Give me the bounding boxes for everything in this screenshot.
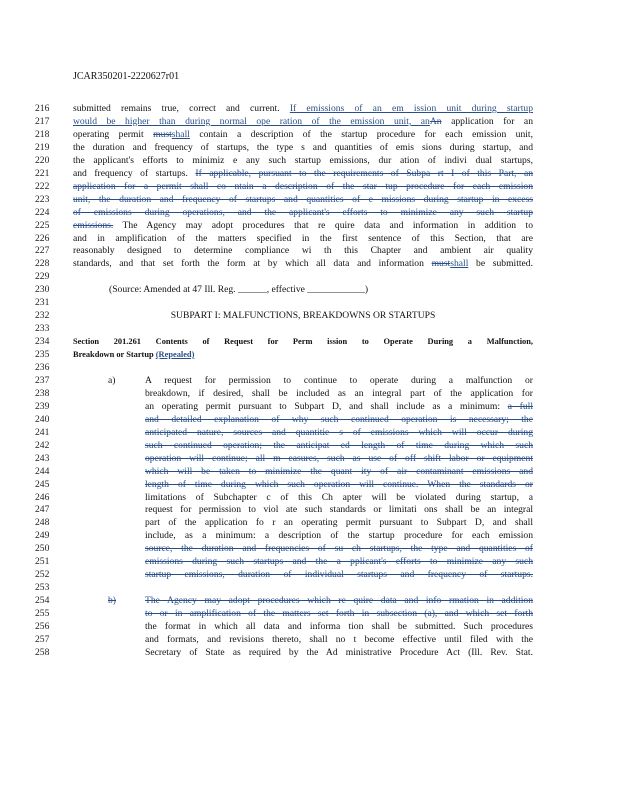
line-text <box>73 232 533 245</box>
section-heading <box>73 348 194 361</box>
document-line <box>0 219 618 232</box>
document-line <box>0 542 618 555</box>
deleted-text: application for a permit shall co ntain a description of the star tup procedure for each emission <box>73 180 533 192</box>
inserted-text: shall <box>171 128 190 140</box>
line-text <box>73 206 533 219</box>
deleted-text: operation will continue; all m easures, such as use of off shift labor or equipment <box>145 452 533 464</box>
line-number: 217 <box>35 115 50 127</box>
document-line <box>0 516 618 529</box>
line-number: 234 <box>35 336 50 348</box>
document-line <box>0 167 618 180</box>
line-number: 242 <box>35 439 50 451</box>
text-segment: application for an <box>441 115 533 127</box>
inserted-text: (Repealed) <box>155 350 195 360</box>
line-number: 236 <box>35 362 50 373</box>
line-text <box>145 387 533 400</box>
document-line <box>0 348 618 361</box>
line-text <box>73 180 533 193</box>
document-line <box>0 491 618 504</box>
line-number: 225 <box>35 219 50 231</box>
document-line <box>0 206 618 219</box>
line-number: 226 <box>35 232 50 244</box>
line-number: 256 <box>35 621 50 632</box>
line-number: 239 <box>35 400 50 412</box>
text-segment: and formats, and revisions thereto, shall no t become effective until filed with the <box>145 633 533 645</box>
line-number: 232 <box>35 310 50 322</box>
line-number: 224 <box>35 206 50 218</box>
text-segment: The Agency may adopt procedures that re quire data and information in addition to <box>113 219 533 231</box>
text-segment: the applicant's efforts to minimiz e any such startup emissions, dur ation of indivi dual startups, <box>73 154 533 166</box>
text-segment: SUBPART I: MALFUNCTIONS, BREAKDOWNS OR STARTUPS <box>170 310 436 322</box>
text-segment: limitations of Subchapter c of this Ch apter will be violated during startup, a <box>145 491 533 503</box>
document-line <box>0 244 618 257</box>
line-number: 228 <box>35 258 50 270</box>
line-number: 248 <box>35 517 50 529</box>
text-segment: include, as a minimum: a description of the startup procedure for each emission <box>145 530 533 542</box>
deleted-text: emissions during such startups and the a pplicant's efforts to minimize any such <box>145 556 533 568</box>
document-line <box>0 154 618 167</box>
line-number: 250 <box>35 543 50 555</box>
line-text <box>73 154 533 167</box>
line-text <box>109 283 368 296</box>
text-segment: be submitted. <box>468 258 533 270</box>
line-number: 219 <box>35 141 50 153</box>
subsection-label: b) <box>108 595 116 607</box>
line-number: 246 <box>35 491 50 503</box>
line-text <box>145 542 533 555</box>
text-segment: request for permission to viol ate such standards or limitati ons shall be an integral <box>145 504 533 516</box>
document-line <box>0 439 618 452</box>
deleted-text: length of time during which such operation will continue. When the standards or <box>145 478 533 490</box>
line-text <box>73 167 533 180</box>
line-number: 241 <box>35 426 50 438</box>
line-text <box>145 478 533 491</box>
document-line <box>0 426 618 439</box>
line-number: 247 <box>35 504 50 516</box>
document-line <box>0 465 618 478</box>
text-segment: breakdown, if desired, shall be included as an integral part of the application for <box>145 387 533 399</box>
line-number: 237 <box>35 374 50 386</box>
line-number: 254 <box>35 595 50 607</box>
line-number: 216 <box>35 103 50 114</box>
text-segment: contain a description of the startup procedure for each emission unit, <box>189 128 533 140</box>
document-line <box>0 478 618 491</box>
line-number: 255 <box>35 608 50 620</box>
line-text <box>145 568 533 581</box>
line-text <box>145 633 533 646</box>
line-number: 251 <box>35 556 50 568</box>
document-line <box>0 270 618 283</box>
deleted-text: anticipated nature, sources and quantitie s of emissions which will occur during <box>145 426 533 438</box>
document-line <box>0 102 618 115</box>
document-line <box>0 594 618 607</box>
document-line <box>0 503 618 516</box>
document-line <box>0 335 618 348</box>
line-text <box>145 503 533 516</box>
inserted-text: If emissions of an em ission unit during startup <box>289 103 533 114</box>
deleted-text: must <box>153 128 172 140</box>
deleted-text: such continued operation; the anticipat ed length of time during which such <box>145 439 533 451</box>
line-number: 229 <box>35 271 50 283</box>
line-text <box>145 555 533 568</box>
line-text <box>145 426 533 439</box>
line-text <box>145 516 533 529</box>
document-line <box>0 555 618 568</box>
line-text <box>73 141 533 154</box>
document-line <box>0 646 618 659</box>
document-line <box>0 568 618 581</box>
document-line <box>0 309 618 322</box>
line-number: 238 <box>35 387 50 399</box>
line-text <box>73 102 533 115</box>
line-number: 223 <box>35 193 50 205</box>
document-line <box>0 607 618 620</box>
document-line <box>0 296 618 309</box>
document-line <box>0 529 618 542</box>
text-segment: A request for permission to continue to operate during a malfunction or <box>145 374 533 386</box>
line-number: 220 <box>35 154 50 166</box>
text-segment: standards, and that set forth the form at by which all data and information <box>73 258 432 270</box>
subsection-label: a) <box>108 374 116 386</box>
line-text <box>145 400 533 413</box>
text-segment: operating permit <box>73 128 154 140</box>
document-line <box>0 322 618 335</box>
document-line <box>0 387 618 400</box>
deleted-text: must <box>431 258 451 270</box>
deleted-text: which will be taken to minimize the quant ity of air contaminant emissions and <box>145 465 533 477</box>
line-number: 240 <box>35 413 50 425</box>
deleted-text: startup emissions, duration of individual startups and frequency of startups. <box>145 569 533 581</box>
line-text <box>145 413 533 426</box>
line-text <box>145 620 533 633</box>
line-number: 235 <box>35 349 50 361</box>
line-number: 243 <box>35 452 50 464</box>
line-text <box>145 374 533 387</box>
line-number: 258 <box>35 646 50 658</box>
subpart-heading <box>73 309 533 322</box>
document-line <box>0 620 618 633</box>
line-number: 221 <box>35 167 50 179</box>
deleted-text: emissions. <box>73 219 114 231</box>
deleted-text: a full <box>507 400 533 412</box>
line-text <box>145 439 533 452</box>
line-number: 244 <box>35 465 50 477</box>
document-line <box>0 115 618 128</box>
line-number: 249 <box>35 530 50 542</box>
section-heading <box>73 335 533 348</box>
deleted-text: and detailed explanation of why such continued operation is necessary; the <box>145 413 533 425</box>
document-line <box>0 232 618 245</box>
document-line <box>0 452 618 465</box>
text-segment: the format in which all data and informa tion shall be submitted. Such procedures <box>145 621 533 632</box>
deleted-text: The Agency may adopt procedures which re quire data and info rmation in addition <box>145 595 533 607</box>
document-line <box>0 283 618 296</box>
document-line <box>0 128 618 141</box>
deleted-text: to or in amplification of the matters set forth in subsection (a), and which set forth <box>145 608 533 620</box>
line-number: 253 <box>35 582 50 594</box>
text-segment: an operating permit pursuant to Subpart D, and shall include as a minimum: <box>145 400 508 412</box>
line-text <box>73 244 533 257</box>
deleted-text: of emissions during operations, and the applicant's efforts to minimize any such startup <box>73 206 533 218</box>
inserted-text: would be higher than during normal ope ration of the emission unit, an <box>73 115 430 127</box>
line-number: 222 <box>35 180 50 192</box>
document-id-header: JCAR350201-2220627r01 <box>73 71 180 82</box>
line-text <box>73 115 533 128</box>
inserted-text: shall <box>450 258 469 270</box>
line-text <box>145 594 533 607</box>
line-text <box>145 452 533 465</box>
line-text <box>145 646 533 659</box>
line-number: 233 <box>35 323 50 335</box>
line-text <box>73 257 533 270</box>
text-segment: submitted remains true, correct and current. <box>73 103 290 114</box>
text-segment: (Source: Amended at 47 Ill. Reg. ______, effective ____________) <box>109 284 369 296</box>
line-text <box>145 607 533 620</box>
line-number: 227 <box>35 245 50 257</box>
line-text <box>73 128 533 141</box>
line-text <box>145 491 533 504</box>
deleted-text: If applicable, pursuant to the requirements of Subpa rt I of this Part, an <box>195 167 533 179</box>
line-number: 257 <box>35 633 50 645</box>
line-text <box>73 219 533 232</box>
text-segment: Section 201.261 Contents of Request for Perm ission to Operate During a Malfunction, <box>73 337 533 347</box>
line-number: 230 <box>35 284 50 296</box>
text-segment: Secretary of State as required by the Ad ministrative Procedure Act (Ill. Rev. Stat. <box>145 646 533 658</box>
document-line <box>0 141 618 154</box>
deleted-text: An <box>429 115 442 127</box>
text-segment: reasonably designed to determine compliance wi th this Chapter and ambient air quality <box>73 245 533 257</box>
line-text <box>145 529 533 542</box>
text-segment: Breakdown or Startup <box>73 350 156 360</box>
line-text <box>145 465 533 478</box>
document-line <box>0 374 618 387</box>
line-number: 218 <box>35 128 50 140</box>
text-segment: and in amplification of the matters specified in the first sentence of this Section, that are <box>73 232 533 244</box>
deleted-text: unit, the duration and frequency of startups and quantities of e missions during startup in excess <box>73 193 533 205</box>
line-number: 245 <box>35 478 50 490</box>
document-line <box>0 581 618 594</box>
line-text <box>73 193 533 206</box>
document-line <box>0 193 618 206</box>
document-line <box>0 180 618 193</box>
document-line <box>0 400 618 413</box>
document-line <box>0 361 618 374</box>
line-number: 252 <box>35 569 50 581</box>
document-line <box>0 633 618 646</box>
text-segment: part of the application fo r an operating permit pursuant to Subpart D, and shall <box>145 517 533 529</box>
deleted-text: source, the duration and frequencies of su ch startups, the type and quantities of <box>145 543 533 555</box>
document-line <box>0 413 618 426</box>
line-number: 231 <box>35 297 50 309</box>
document-line <box>0 257 618 270</box>
text-segment: the duration and frequency of startups, the type s and quantities of emis sions during startup, and <box>73 141 533 153</box>
text-segment: and frequency of startups. <box>73 167 196 179</box>
